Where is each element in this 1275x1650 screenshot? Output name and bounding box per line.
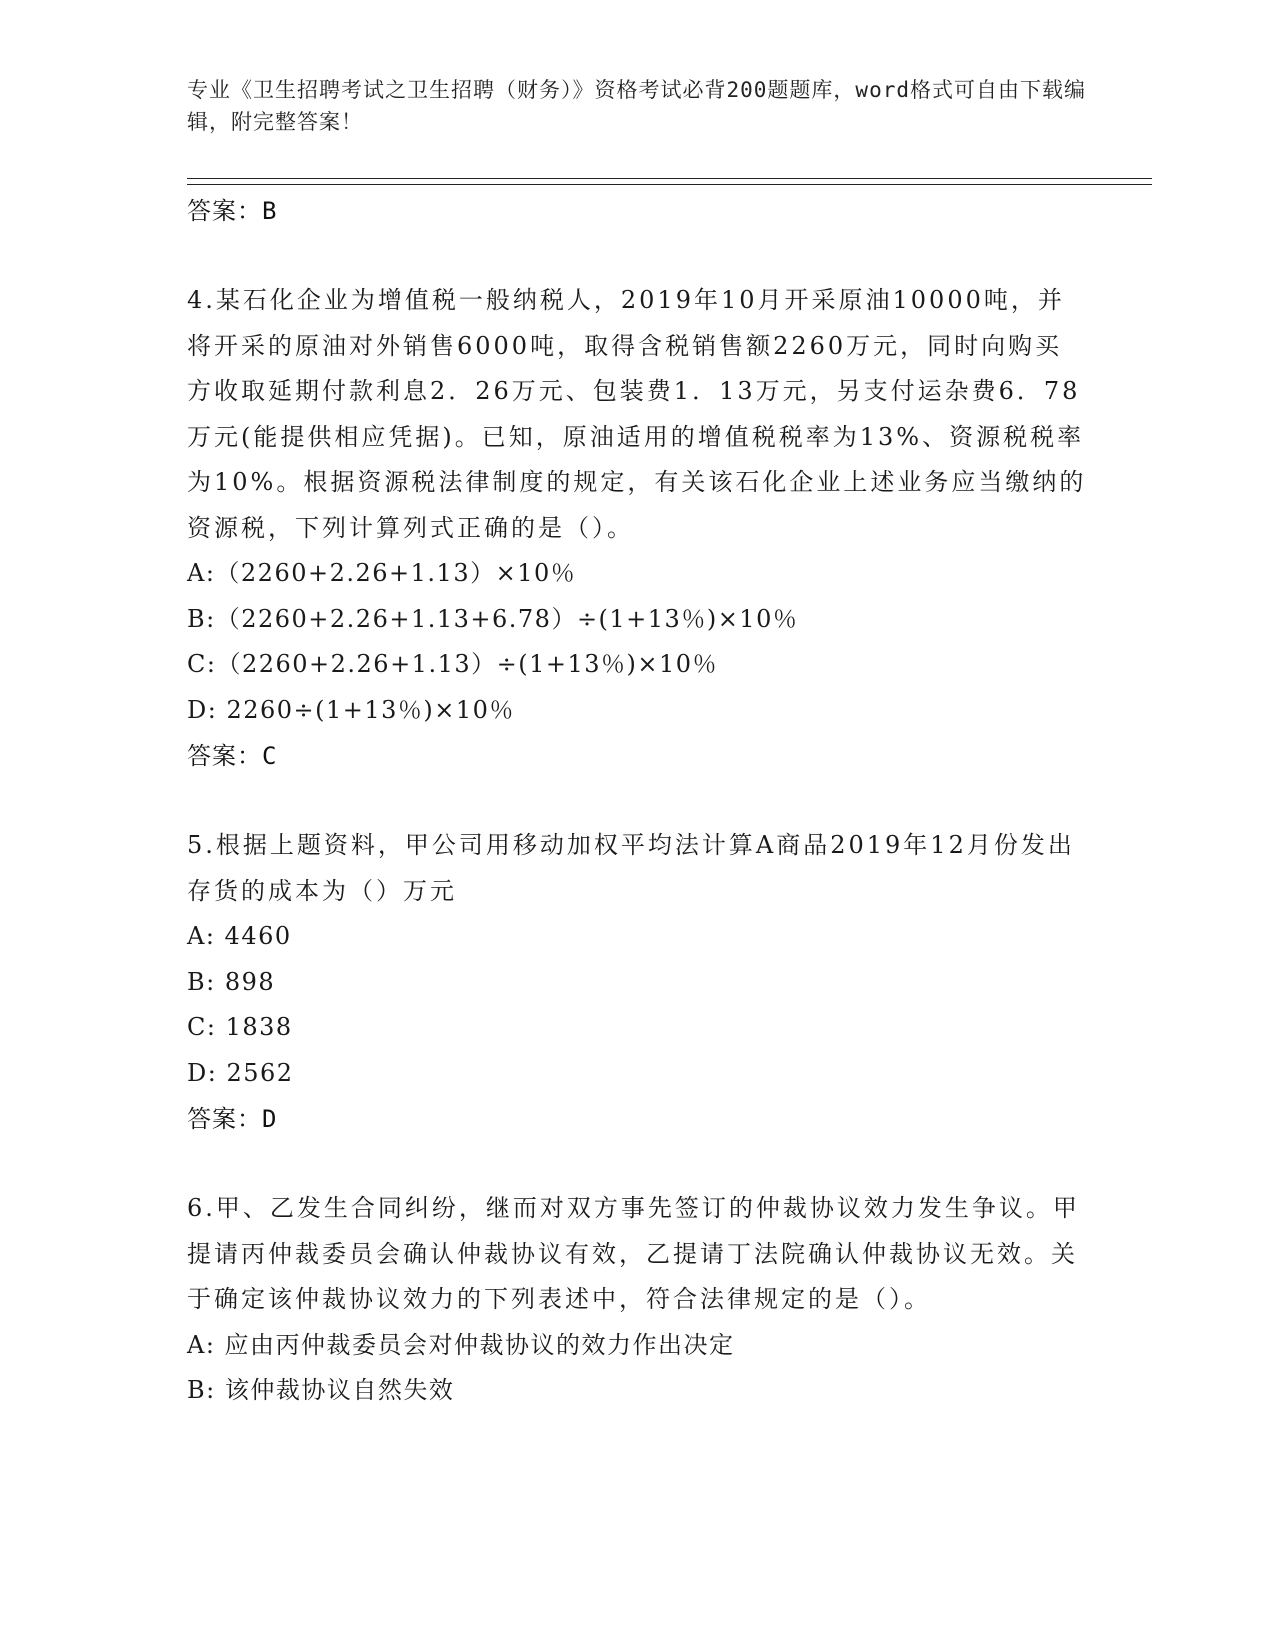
option-d: D: 2562 [187, 1058, 294, 1087]
option-b: B: 该仲裁协议自然失效 [187, 1376, 455, 1404]
option-a: A: 4460 [187, 922, 292, 950]
answer-line: 答案：B [187, 197, 278, 225]
option-b: B: 898 [187, 967, 276, 996]
answer-line: 答案：D [187, 1105, 278, 1133]
header-divider [187, 178, 1152, 185]
question-text: 6.甲、乙发生合同纠纷，继而对双方事先签订的仲裁协议效力发生争议。甲提请丙仲裁委员会确认仲裁协议有效，乙提请丁法院确认仲裁协议无效。关于确定该仲裁协议效力的下列表述中，符合法律规定的是（）。 [187, 1194, 1080, 1313]
option-b: B:（2260+2.26+1.13+6.78）÷(1+13％)×10％ [187, 604, 799, 633]
document-header [187, 74, 1087, 138]
header-title: 专业《卫生招聘考试之卫生招聘（财务）》资格考试必背200题题库，word格式可自由下载编辑，附完整答案！ [187, 78, 1086, 134]
question-item [187, 823, 1087, 1142]
document-body [187, 188, 1087, 1414]
option-c: C: 1838 [187, 1013, 293, 1041]
question-text: 5.根据上题资料，甲公司用移动加权平均法计算A商品2019年12月份发出存货的成本为（）万元 [187, 831, 1075, 905]
question-text: 4.某石化企业为增值税一般纳税人，2019年10月开采原油10000吨，并将开采的原油对外销售6000吨，取得含税销售额2260万元，同时向购买方收取延期付款利息2．26万元、包装费1．13万元，另支付运杂费6．78万元(能提供相应凭据)。已知，原油适用的增值税税率为13%、资源税税率为10%。根据资源税法律制度的规定，有关该石化企业上述业务应当缴纳的资源税，下列计算列式正确的是（）。 [187, 286, 1087, 542]
option-d: D: 2260÷(1+13％)×10％ [187, 695, 515, 724]
option-c: C:（2260+2.26+1.13）÷(1+13％)×10％ [187, 650, 719, 678]
option-a: A:（2260+2.26+1.13）×10％ [187, 559, 577, 587]
option-a: A: 应由丙仲裁委员会对仲裁协议的效力作出决定 [187, 1330, 735, 1359]
answer-line: 答案：C [187, 742, 278, 770]
question-item [187, 278, 1087, 779]
question-item [187, 1186, 1087, 1414]
